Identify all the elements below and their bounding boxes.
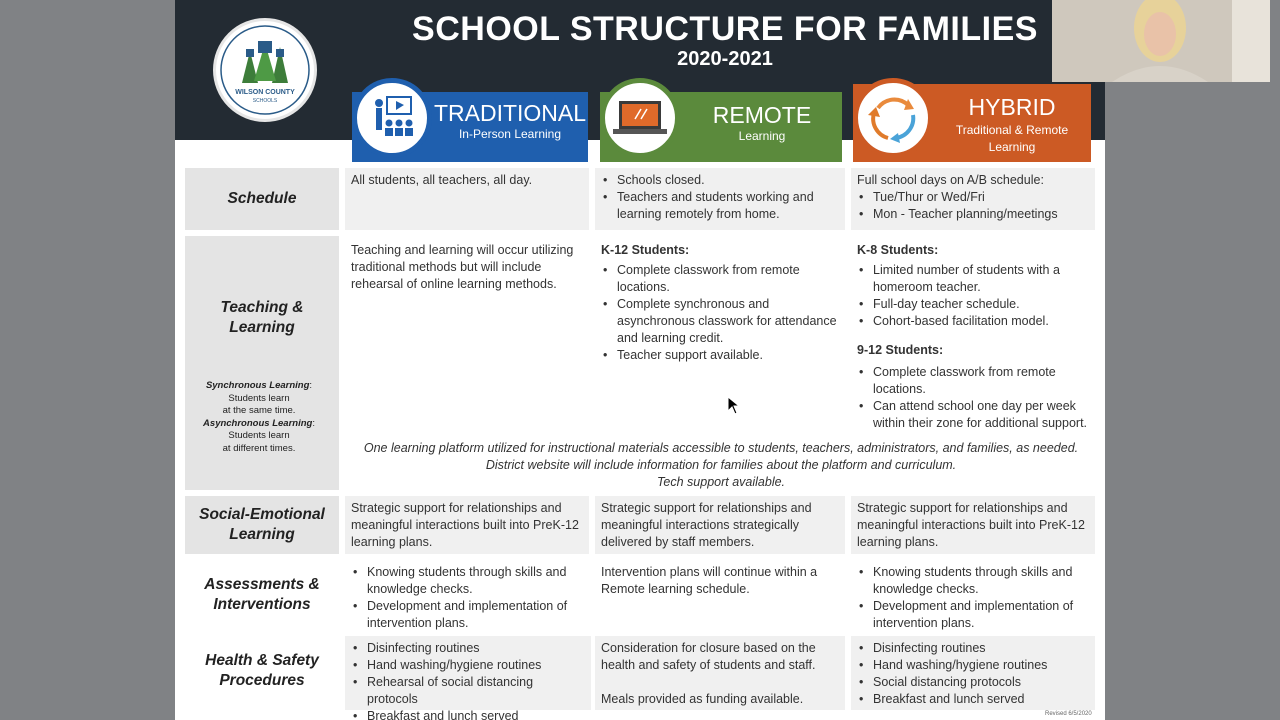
sync-term: Synchronous Learning — [205, 380, 310, 391]
logo-text: WILSON COUNTY — [235, 89, 295, 96]
sel-remote: Strategic support for relationships and meaningful interactions strategically delivered by staff members. — [595, 496, 845, 554]
list-item: • Tue/Thur or Wed/Fri — [857, 189, 1089, 206]
list-item: • Cohort-based facilitation model. — [857, 313, 1091, 330]
list-item: • Breakfast and lunch served — [857, 691, 1089, 708]
remote-header — [600, 92, 842, 162]
logo-subtext: SCHOOLS — [252, 98, 278, 104]
teacher-presentation-icon — [352, 78, 432, 158]
health-remote — [595, 636, 845, 710]
remote-title: REMOTE — [712, 102, 812, 128]
hybrid-title: HYBRID — [968, 94, 1056, 120]
remote-desc: Learning — [738, 129, 786, 143]
teaching-remote — [595, 238, 845, 434]
traditional-header — [352, 92, 588, 162]
platform-note — [361, 440, 1081, 491]
list-item: • Complete synchronous and asynchronous classwork for attendance and learning credit. — [601, 296, 839, 347]
webcam-video — [1052, 0, 1270, 82]
list-item: • Complete classwork from remote locations. — [857, 364, 1091, 398]
schedule-remote — [595, 168, 845, 230]
platform-note-line: District website will include information for families about the platform and curriculum. — [485, 458, 957, 472]
list-item: • Knowing students through skills and knowledge checks. — [857, 564, 1089, 598]
async-term: Asynchronous Learning — [203, 417, 313, 429]
list-item: • Full-day teacher schedule. — [857, 296, 1091, 313]
list-item: • Social distancing protocols — [857, 674, 1089, 691]
hybrid-subhead-912: 9-12 Students: — [857, 343, 944, 357]
health-remote-text1: Consideration for closure based on the health and safety of students and staff. — [601, 641, 816, 672]
teaching-traditional: Teaching and learning will occur utilizing traditional methods but will include rehearsal of online learning methods. — [345, 238, 589, 434]
health-label-text: Health & Safety Procedures — [205, 652, 319, 689]
list-item: • Development and implementation of intervention plans. — [857, 598, 1089, 632]
list-item: • Breakfast and lunch served — [351, 708, 585, 720]
schedule-hybrid — [851, 168, 1095, 230]
sync-def1: Students learn — [228, 392, 290, 404]
health-traditional — [345, 636, 591, 720]
row-label-schedule: Schedule — [185, 168, 339, 230]
assessments-label-text: Assessments & Interventions — [204, 576, 320, 613]
list-item: • Teachers and students working and learning remotely from home. — [601, 189, 839, 223]
row-label-assessments — [185, 560, 339, 630]
list-item: • Hand washing/hygiene routines — [857, 657, 1089, 674]
laptop-icon — [600, 78, 680, 158]
list-item: • Knowing students through skills and knowledge checks. — [351, 564, 583, 598]
presenter-video-icon — [1052, 0, 1270, 82]
page-subtitle: 2020-2021 — [677, 48, 773, 70]
slide — [175, 0, 1105, 720]
sync-def2: at the same time. — [222, 405, 296, 416]
list-item: • Can attend school one day per week within their zone for additional support. — [857, 398, 1091, 432]
teaching-label-text: Teaching & Learning — [220, 299, 304, 336]
health-remote-text2: Meals provided as funding available. — [601, 692, 804, 706]
cycle-arrows-icon — [853, 78, 933, 158]
platform-note-line: Tech support available. — [656, 475, 786, 489]
traditional-title: TRADITIONAL — [433, 100, 587, 126]
row-label-sel — [185, 496, 339, 554]
revised-date: Revised 6/5/2020 — [1045, 711, 1092, 717]
schedule-traditional: All students, all teachers, all day. — [345, 168, 589, 230]
list-item: • Complete classwork from remote locations. — [601, 262, 839, 296]
sel-hybrid: Strategic support for relationships and meaningful interactions built into PreK-12 learning plans. — [851, 496, 1095, 554]
assessments-hybrid — [851, 560, 1095, 630]
remote-subhead: K-12 Students: — [601, 243, 690, 257]
tree-logo-icon — [216, 21, 314, 119]
assessments-traditional — [345, 560, 589, 630]
list-item: • Hand washing/hygiene routines — [351, 657, 585, 674]
list-item: • Disinfecting routines — [351, 640, 585, 657]
sel-label-text: Social-Emotional Learning — [199, 506, 325, 543]
traditional-desc: In-Person Learning — [458, 127, 562, 141]
sel-traditional: Strategic support for relationships and meaningful interactions built into PreK-12 learning plans. — [345, 496, 589, 554]
async-def1: Students learn — [228, 430, 290, 441]
hybrid-subhead-k8: K-8 Students: — [857, 243, 939, 257]
list-item: • Rehearsal of social distancing protocols — [351, 674, 585, 708]
list-item: • Limited number of students with a homeroom teacher. — [857, 262, 1091, 296]
assessments-remote: Intervention plans will continue within a Remote learning schedule. — [595, 560, 845, 630]
async-def2: at different times. — [222, 442, 296, 454]
schedule-hybrid-intro: Full school days on A/B schedule: — [857, 173, 1044, 187]
list-item: • Schools closed. — [601, 172, 839, 189]
learning-definitions: Synchronous Learning: Students learn at the same time. Asynchronous Learning: Students learn at different times. — [183, 380, 335, 455]
list-item: • Mon - Teacher planning/meetings — [857, 206, 1089, 223]
list-item: • Disinfecting routines — [857, 640, 1089, 657]
page-title: SCHOOL STRUCTURE FOR FAMILIES — [412, 10, 1038, 48]
district-logo — [213, 18, 317, 122]
list-item: • Development and implementation of intervention plans. — [351, 598, 583, 632]
platform-note-line: One learning platform utilized for instructional materials accessible to students, teachers, administrators, and families, as needed. — [363, 441, 1079, 455]
mouse-cursor-icon — [727, 396, 741, 416]
row-label-health — [185, 636, 339, 706]
hybrid-desc: Traditional & Remote Learning — [955, 123, 1069, 154]
list-item: • Teacher support available. — [601, 347, 839, 364]
teaching-hybrid — [851, 238, 1097, 434]
hybrid-header — [853, 84, 1091, 162]
health-hybrid — [851, 636, 1095, 710]
